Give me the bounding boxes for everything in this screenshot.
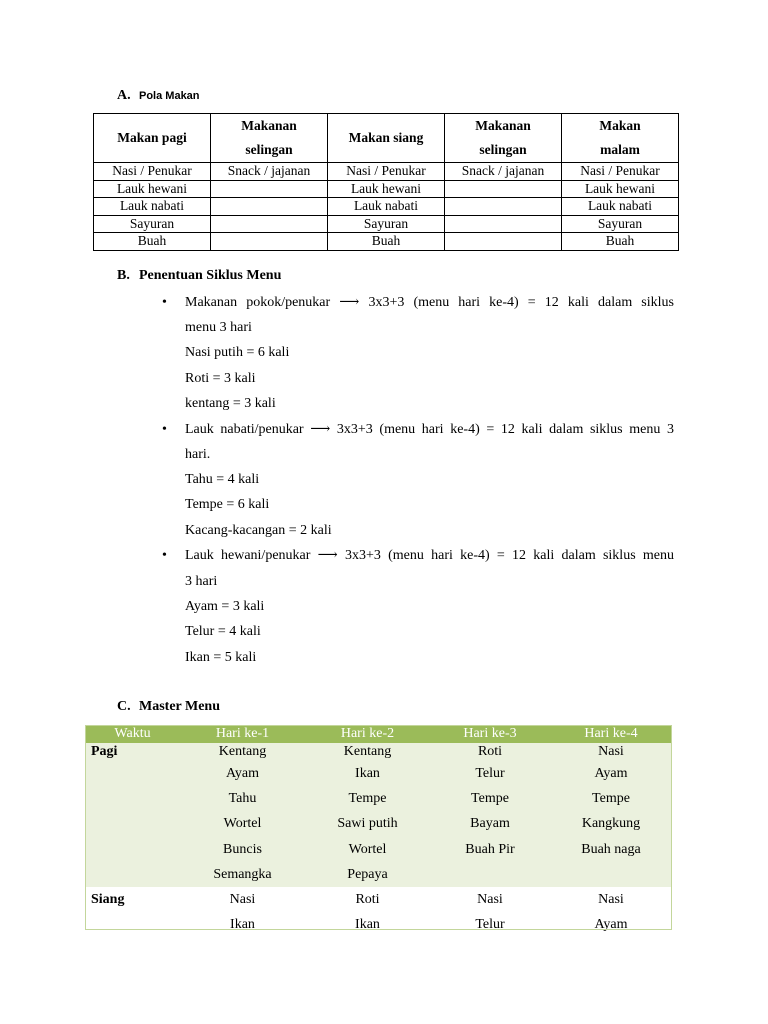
master-header-hari-3: Hari ke-3 <box>430 725 550 743</box>
table-cell <box>445 215 562 233</box>
table-cell: Roti Telur Tempe Bayam Buah Pir <box>430 743 550 887</box>
section-c-letter: C. <box>117 699 131 714</box>
table-cell: Nasi Ayam <box>550 887 672 937</box>
master-menu-header-row <box>85 725 672 743</box>
bullet-2-line-1: Lauk nabati/penukar ⟶ 3x3+3 (menu hari ke-4) = 12 kali dalam siklus menu 3 <box>185 422 674 437</box>
table-cell <box>211 233 328 251</box>
master-menu-table <box>85 725 672 937</box>
master-header-hari-4: Hari ke-4 <box>550 725 672 743</box>
table-cell <box>211 180 328 198</box>
table-row <box>94 215 679 233</box>
table-row <box>94 163 679 181</box>
section-c-title: Master Menu <box>139 699 220 714</box>
table-cell: Nasi / Penukar <box>328 163 445 181</box>
table-cell: Lauk nabati <box>94 198 211 216</box>
master-header-waktu: Waktu <box>85 725 180 743</box>
pola-header-makan-siang: Makan siang <box>328 114 445 163</box>
bullet-1-item: kentang = 3 kali <box>185 396 276 411</box>
bullet-1-line-2: menu 3 hari <box>185 320 252 335</box>
bullet-2-item: Tahu = 4 kali <box>185 472 260 487</box>
bullet-2-line-2: hari. <box>185 447 211 462</box>
section-a-letter: A. <box>117 88 131 103</box>
section-b-letter: B. <box>117 268 130 283</box>
table-cell: Nasi / Penukar <box>94 163 211 181</box>
table-cell: Snack / jajanan <box>445 163 562 181</box>
bullet-3-line-2: 3 hari <box>185 574 218 589</box>
table-cell <box>211 198 328 216</box>
bullet-2-item: Tempe = 6 kali <box>185 497 270 512</box>
table-cell: Roti Ikan <box>305 887 430 937</box>
bullet-3-item: Ayam = 3 kali <box>185 599 265 614</box>
pola-makan-table <box>93 113 679 251</box>
master-header-hari-1: Hari ke-1 <box>180 725 305 743</box>
table-row-siang <box>85 887 672 937</box>
table-cell: Lauk nabati <box>562 198 679 216</box>
table-cell: Sayuran <box>562 215 679 233</box>
table-cell: Nasi / Penukar <box>562 163 679 181</box>
table-cell: Lauk nabati <box>328 198 445 216</box>
pola-header-selingan-1: Makanan selingan <box>211 114 328 163</box>
row-label-siang: Siang <box>85 887 180 937</box>
bullet-3-line-1: Lauk hewani/penukar ⟶ 3x3+3 (menu hari ke-4) = 12 kali dalam siklus menu <box>185 548 674 563</box>
table-row-pagi <box>85 743 672 887</box>
bullet-dot: • <box>162 548 167 563</box>
table-cell: Snack / jajanan <box>211 163 328 181</box>
table-row <box>94 233 679 251</box>
pola-header-makan-malam: Makan malam <box>562 114 679 163</box>
table-cell <box>445 233 562 251</box>
table-cell: Lauk hewani <box>562 180 679 198</box>
table-cell <box>445 180 562 198</box>
pola-header-makan-pagi: Makan pagi <box>94 114 211 163</box>
table-cell <box>445 198 562 216</box>
master-header-hari-2: Hari ke-2 <box>305 725 430 743</box>
table-cell: Lauk hewani <box>328 180 445 198</box>
section-a-title: Pola Makan <box>139 90 200 102</box>
bullet-3-item: Telur = 4 kali <box>185 624 261 639</box>
bullet-1-line-1: Makanan pokok/penukar ⟶ 3x3+3 (menu hari ke-4) = 12 kali dalam siklus <box>185 295 674 310</box>
table-cell: Nasi Ayam Tempe Kangkung Buah naga <box>550 743 672 887</box>
table-cell <box>211 215 328 233</box>
bullet-1-item: Nasi putih = 6 kali <box>185 345 290 360</box>
bullet-1-item: Roti = 3 kali <box>185 371 256 386</box>
table-cell: Kentang Ayam Tahu Wortel Buncis Semangka <box>180 743 305 887</box>
table-cell: Nasi Telur <box>430 887 550 937</box>
table-cell: Sayuran <box>94 215 211 233</box>
section-b-title: Penentuan Siklus Menu <box>139 268 282 283</box>
table-cell: Sayuran <box>328 215 445 233</box>
pola-makan-header-row <box>94 114 679 163</box>
table-row <box>94 180 679 198</box>
pola-header-selingan-2: Makanan selingan <box>445 114 562 163</box>
table-cell: Kentang Ikan Tempe Sawi putih Wortel Pepaya <box>305 743 430 887</box>
table-cell: Lauk hewani <box>94 180 211 198</box>
row-label-pagi: Pagi <box>85 743 180 887</box>
table-cell: Buah <box>94 233 211 251</box>
bullet-dot: • <box>162 422 167 437</box>
bullet-2-item: Kacang-kacangan = 2 kali <box>185 523 332 538</box>
table-cell: Buah <box>328 233 445 251</box>
bullet-3-item: Ikan = 5 kali <box>185 650 257 665</box>
table-cell: Buah <box>562 233 679 251</box>
table-row <box>94 198 679 216</box>
bullet-dot: • <box>162 295 167 310</box>
table-cell: Nasi Ikan <box>180 887 305 937</box>
